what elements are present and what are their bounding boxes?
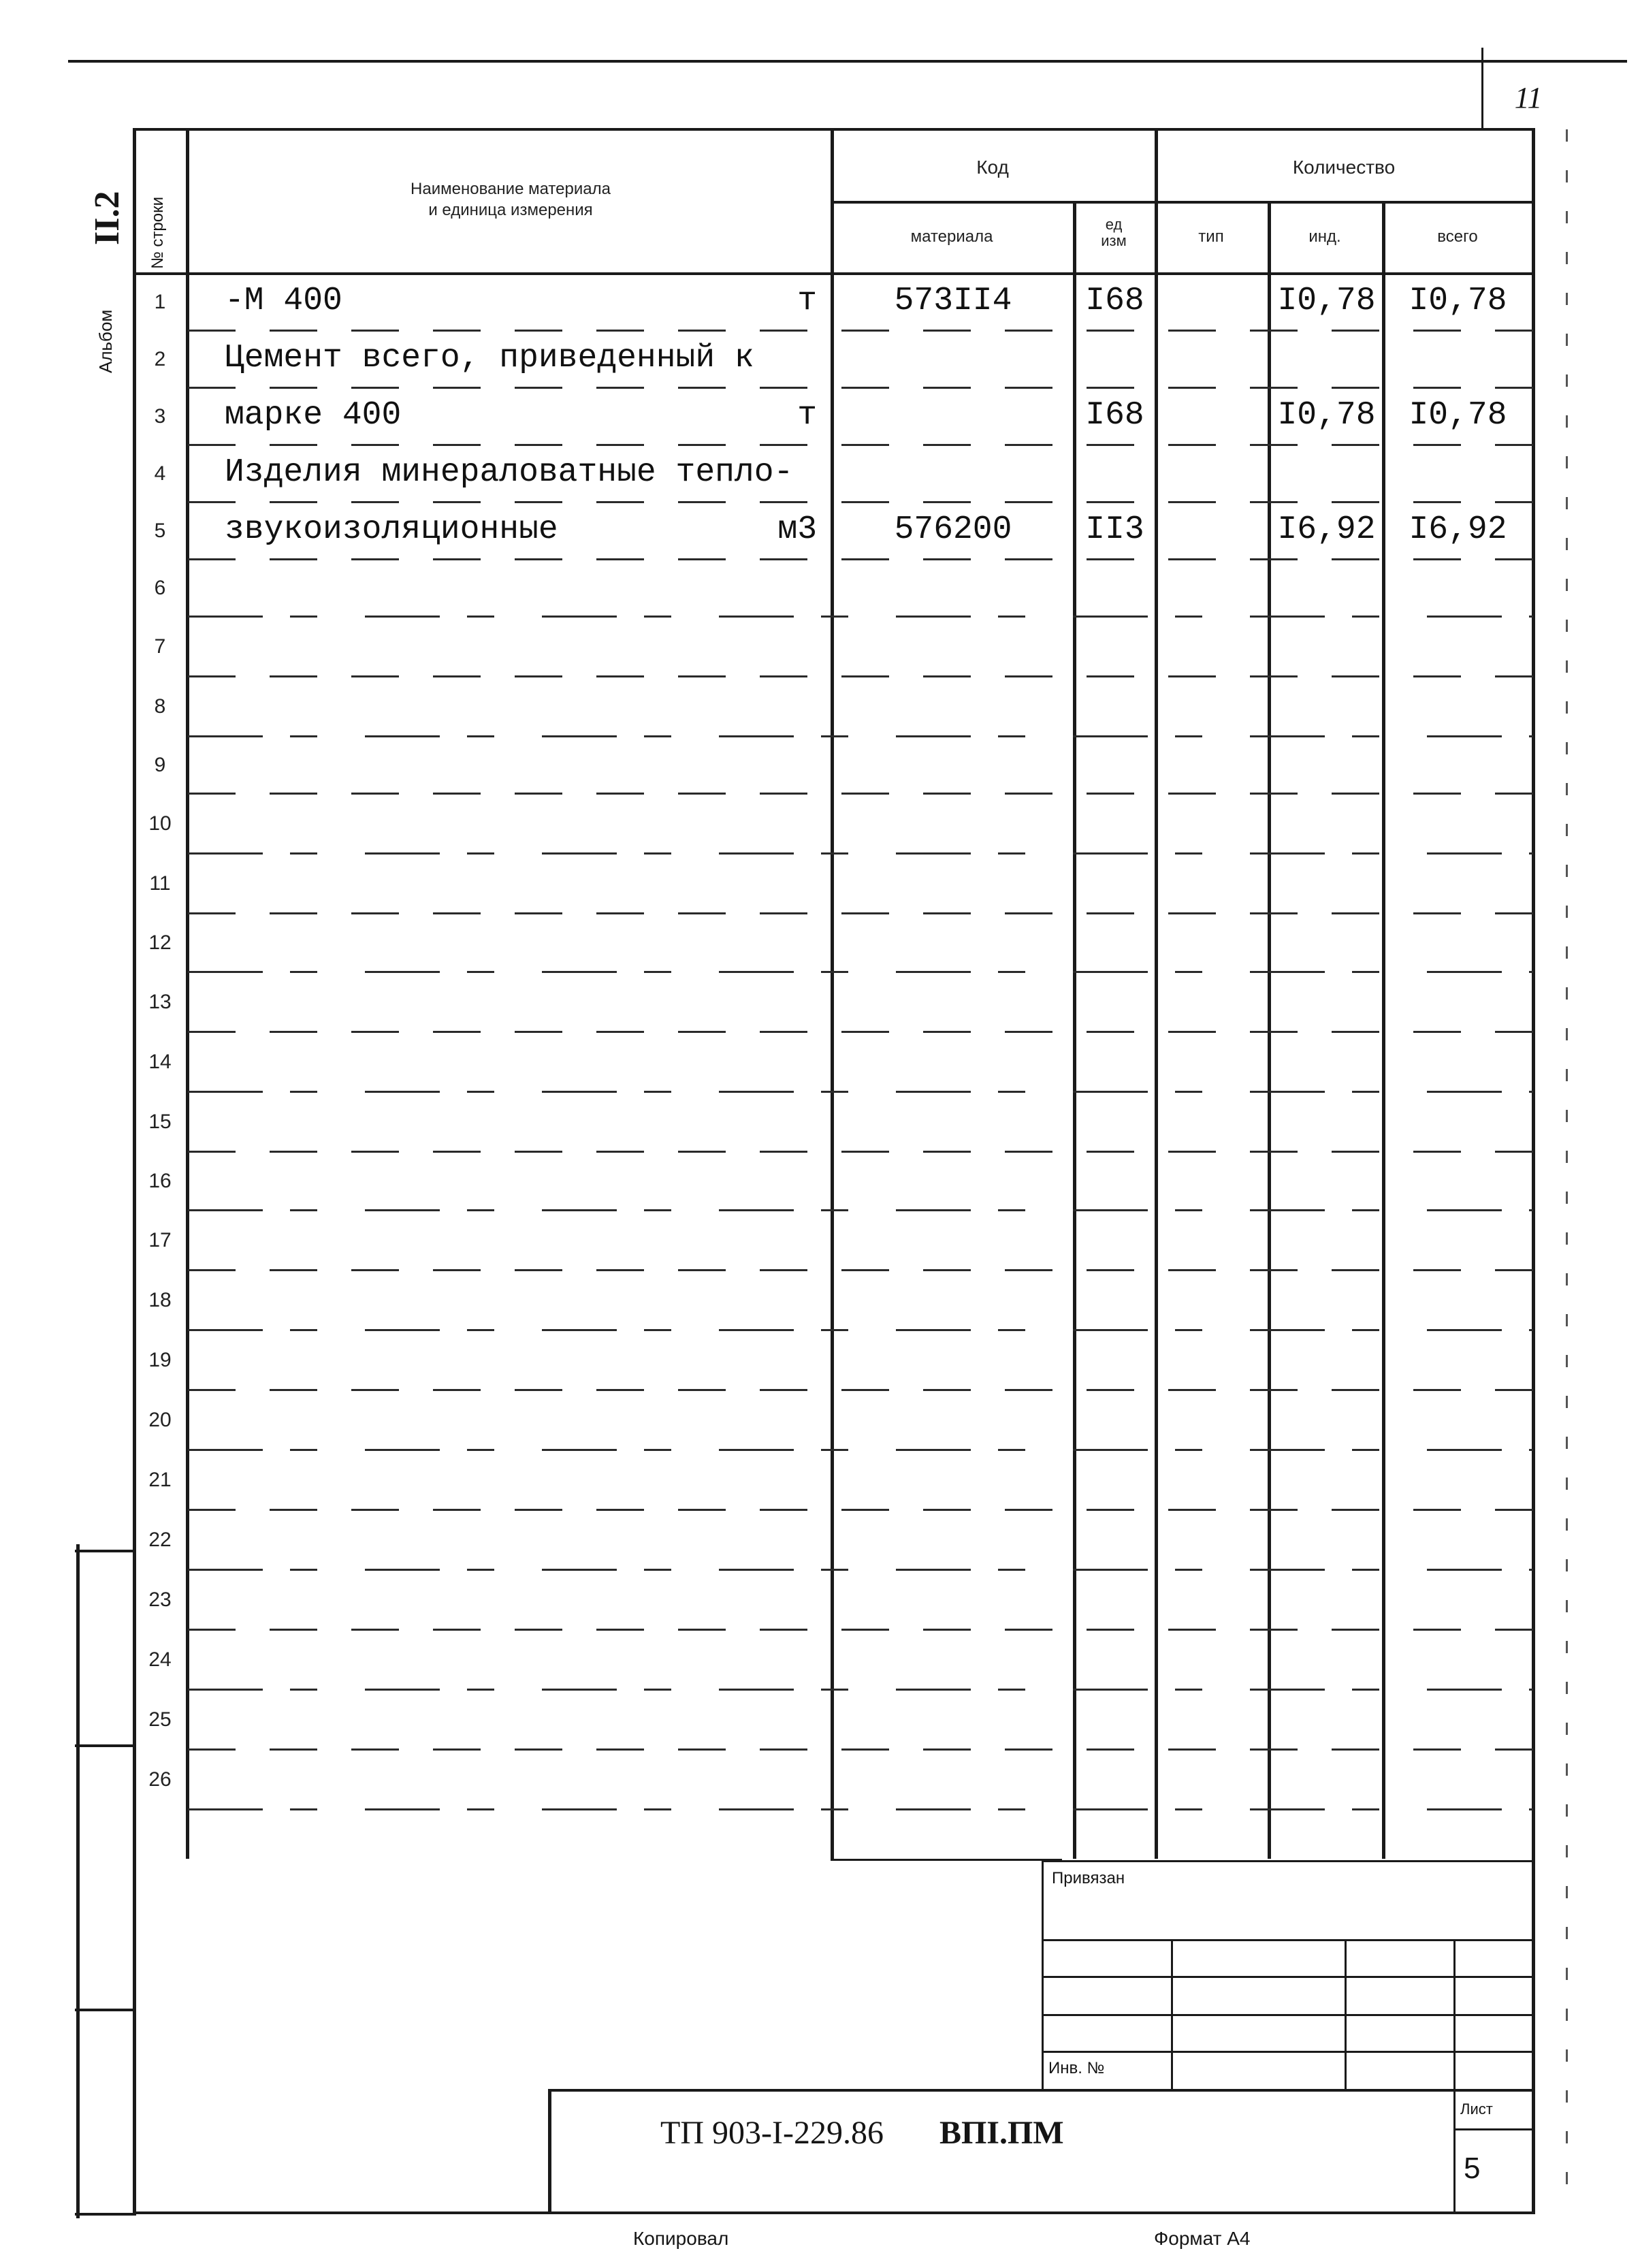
header-code: Код — [976, 157, 1009, 178]
row-number: 4 — [154, 462, 166, 485]
table-row — [133, 1330, 1534, 1390]
right-edge-perforation — [1566, 129, 1568, 2213]
row-rule — [188, 1509, 1533, 1511]
stamp-sheet-no: 5 — [1464, 2152, 1481, 2185]
row-number: 14 — [148, 1051, 172, 1073]
row-rule — [188, 558, 1533, 560]
row-number: 1 — [154, 291, 166, 313]
table-row — [133, 1152, 1534, 1211]
stamp-line-2 — [1042, 1976, 1533, 1978]
row-number: 23 — [148, 1588, 172, 1611]
table-row — [133, 1570, 1534, 1630]
table-row — [133, 854, 1534, 914]
stamp-line-4 — [1042, 2051, 1533, 2053]
table-row — [133, 794, 1534, 854]
table-row — [133, 1630, 1534, 1690]
row-rule — [188, 1569, 1533, 1571]
stamp-main-left — [548, 2089, 551, 2213]
row-number: 11 — [149, 872, 171, 895]
cell-material-code: 576200 — [894, 511, 1012, 548]
cell-qty-total: I0,78 — [1409, 283, 1507, 319]
cell-qty-ind: I6,92 — [1277, 511, 1376, 548]
row-number: 8 — [154, 695, 166, 718]
table-row — [133, 1092, 1534, 1152]
binding-mark-1 — [75, 1550, 136, 1552]
row-number: 25 — [148, 1708, 172, 1731]
header-qty-ind: инд. — [1308, 227, 1341, 246]
stamp-attached: Привязан — [1052, 1869, 1125, 1887]
row-number: 21 — [148, 1469, 172, 1491]
row-rule — [188, 912, 1533, 914]
row-rule — [188, 1748, 1533, 1751]
row-rule — [188, 793, 1533, 795]
header-row-no: № строки — [148, 196, 167, 269]
table-row — [133, 1690, 1534, 1750]
row-rule — [188, 1689, 1533, 1691]
top-border — [68, 60, 1627, 63]
row-number: 20 — [148, 1409, 172, 1431]
table-row — [133, 1032, 1534, 1092]
binding-mark-2 — [75, 1744, 136, 1747]
stamp-main-top — [548, 2089, 1533, 2092]
table-row — [133, 1750, 1534, 1810]
stamp-sheet-label: Лист — [1460, 2101, 1493, 2118]
row-number: 6 — [154, 577, 166, 599]
binding-line — [76, 1544, 80, 2218]
cell-qty-ind: I0,78 — [1277, 283, 1376, 319]
stamp-left-upper — [1042, 1860, 1044, 2090]
row-rule — [188, 616, 1533, 618]
stamp-div-2 — [1345, 1939, 1347, 2090]
row-number: 7 — [154, 635, 166, 658]
table-row — [133, 1510, 1534, 1570]
row-rule — [188, 1449, 1533, 1451]
table-row — [133, 1450, 1534, 1510]
row-number: 10 — [148, 812, 172, 835]
album-number: II.2 — [88, 191, 127, 245]
row-number: 5 — [154, 520, 166, 542]
row-rule — [188, 1209, 1533, 1211]
table-row — [133, 972, 1534, 1032]
frame-top — [133, 128, 1535, 131]
row-rule — [188, 971, 1533, 973]
header-qty-type: тип — [1198, 227, 1224, 246]
row-rule — [188, 1389, 1533, 1391]
table-row — [133, 617, 1534, 677]
header-quantity: Количество — [1292, 157, 1396, 178]
row-number: 17 — [148, 1229, 172, 1251]
row-rule — [188, 1269, 1533, 1271]
cell-unit-code: I68 — [1085, 283, 1144, 319]
binding-mark-4 — [75, 2213, 136, 2216]
footer-copied: Копировал — [633, 2228, 729, 2249]
stamp-inv: Инв. № — [1048, 2059, 1105, 2077]
cell-name: Цемент всего, приведенный к — [225, 340, 754, 377]
cell-name: -М 400 — [225, 283, 342, 319]
cell-name: марке 400 — [225, 397, 402, 434]
footer-format: Формат А4 — [1154, 2228, 1251, 2249]
binding-mark-3 — [75, 2009, 136, 2011]
row-number: 2 — [154, 348, 166, 370]
cell-unit-code: II3 — [1085, 511, 1144, 548]
row-number: 15 — [148, 1111, 172, 1133]
row-number: 9 — [154, 754, 166, 776]
cell-name: Изделия минераловатные тепло- — [225, 454, 794, 491]
row-number: 19 — [148, 1349, 172, 1371]
stamp-div-3 — [1453, 1939, 1456, 2211]
row-rule — [188, 1151, 1533, 1153]
header-name: Наименование материала и единица измерения — [411, 180, 611, 220]
table-row — [133, 737, 1534, 794]
album-label: Альбом — [95, 309, 116, 373]
row-rule — [188, 1329, 1533, 1331]
page-number-box-left — [1481, 48, 1483, 128]
row-rule — [188, 1629, 1533, 1631]
table-row — [133, 677, 1534, 737]
row-number: 18 — [148, 1289, 172, 1311]
cell-unit: м3 — [777, 511, 817, 548]
row-rule — [188, 444, 1533, 446]
cell-material-code: 573II4 — [894, 283, 1012, 319]
header-code-unit: ед изм — [1101, 216, 1127, 250]
doc-section: ВПI.ПМ — [939, 2115, 1064, 2151]
row-number: 12 — [148, 931, 172, 954]
row-number: 3 — [154, 405, 166, 428]
row-number: 22 — [148, 1529, 172, 1551]
row-rule — [188, 675, 1533, 677]
table-end-line — [831, 1859, 1062, 1861]
cell-unit: т — [797, 397, 817, 434]
cell-qty-total: I6,92 — [1409, 511, 1507, 548]
stamp-line-3 — [1042, 2014, 1533, 2016]
cell-name: звукоизоляционные — [225, 511, 558, 548]
cell-qty-ind: I0,78 — [1277, 397, 1376, 434]
stamp-doc-code — [660, 2114, 1064, 2152]
table-row — [133, 1211, 1534, 1271]
table-row — [133, 1390, 1534, 1450]
stamp-top — [1042, 1860, 1533, 1862]
header-code-material: материала — [910, 227, 993, 246]
table-row — [133, 914, 1534, 972]
row-rule — [188, 330, 1533, 332]
row-number: 16 — [148, 1170, 172, 1192]
row-rule — [188, 852, 1533, 855]
row-rule — [188, 1031, 1533, 1033]
stamp-sheet-line — [1453, 2128, 1533, 2130]
row-rule — [188, 1808, 1533, 1810]
row-rule — [188, 1091, 1533, 1093]
header-qty-total: всего — [1437, 227, 1478, 246]
page-number: 11 — [1514, 81, 1543, 114]
stamp-line-1 — [1042, 1939, 1533, 1941]
row-rule — [188, 501, 1533, 503]
row-rule — [188, 387, 1533, 389]
row-rule — [188, 735, 1533, 737]
frame-bottom — [133, 2211, 1535, 2214]
header-subline — [831, 201, 1533, 204]
row-number: 24 — [148, 1648, 172, 1671]
cell-unit-code: I68 — [1085, 397, 1144, 434]
table-row — [133, 560, 1534, 617]
table-row — [133, 1271, 1534, 1330]
row-number: 26 — [148, 1768, 172, 1791]
row-number: 13 — [148, 991, 172, 1013]
cell-qty-total: I0,78 — [1409, 397, 1507, 434]
doc-code: ТП 903-I-229.86 — [660, 2115, 884, 2151]
stamp-div-1 — [1171, 1939, 1173, 2090]
cell-unit: т — [797, 283, 817, 319]
